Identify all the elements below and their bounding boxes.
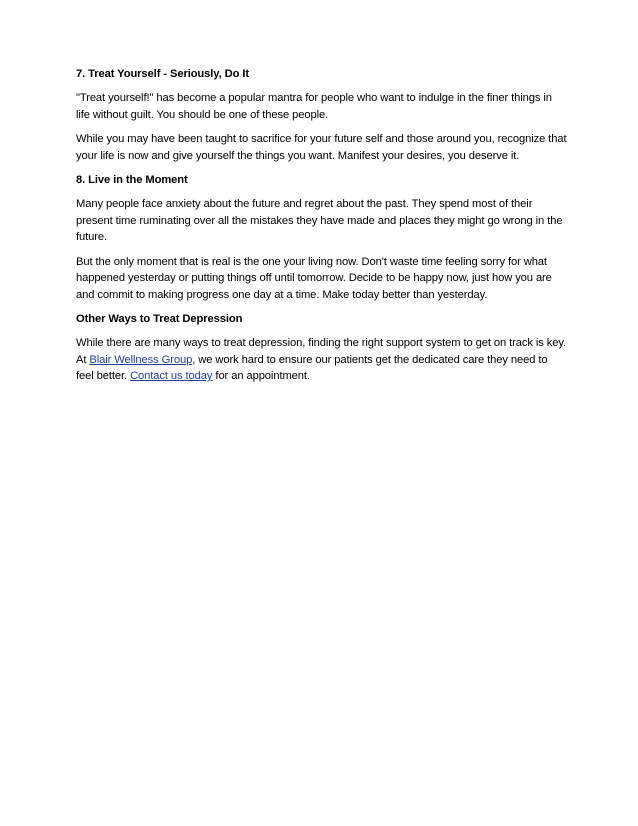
section-7-paragraph-1: "Treat yourself!" has become a popular mantra for people who want to indulge in the finer things in life without guilt. You should be one of these people.	[76, 92, 552, 121]
section-7-heading: 7. Treat Yourself - Seriously, Do It	[76, 68, 249, 80]
document-page	[76, 66, 568, 393]
section-8-heading: 8. Live in the Moment	[76, 174, 188, 186]
section-7-paragraph-2: While you may have been taught to sacrifice for your future self and those around you, recognize that your life is now and give yourself the things you want. Manifest your desires, you deserve it.	[76, 133, 567, 162]
other-ways-text-a: While there are many ways to treat depression, finding the right support system to get on track is key. At	[76, 337, 567, 366]
other-ways-text-b: , we work hard to ensure our patients get the dedicated care they need to feel better.	[76, 353, 548, 382]
section-8-paragraph-1: Many people face anxiety about the future and regret about the past. They spend most of their present time ruminating over all the mistakes they have made and places they might go wrong in the future.	[76, 198, 563, 243]
other-ways-paragraph	[76, 335, 568, 385]
other-ways-heading: Other Ways to Treat Depression	[76, 313, 243, 325]
blair-wellness-group-link[interactable]: Blair Wellness Group	[89, 353, 193, 366]
section-8-paragraph-2: But the only moment that is real is the one your living now. Don't waste time feeling sorry for what happened yesterday or putting things off until tomorrow. Decide to be happy now, just how you are and commit to making progress one day at a time. Make today better than yesterday.	[76, 255, 552, 301]
contact-us-today-link[interactable]: Contact us today	[130, 370, 213, 382]
other-ways-text-c: for an appointment.	[212, 370, 310, 382]
